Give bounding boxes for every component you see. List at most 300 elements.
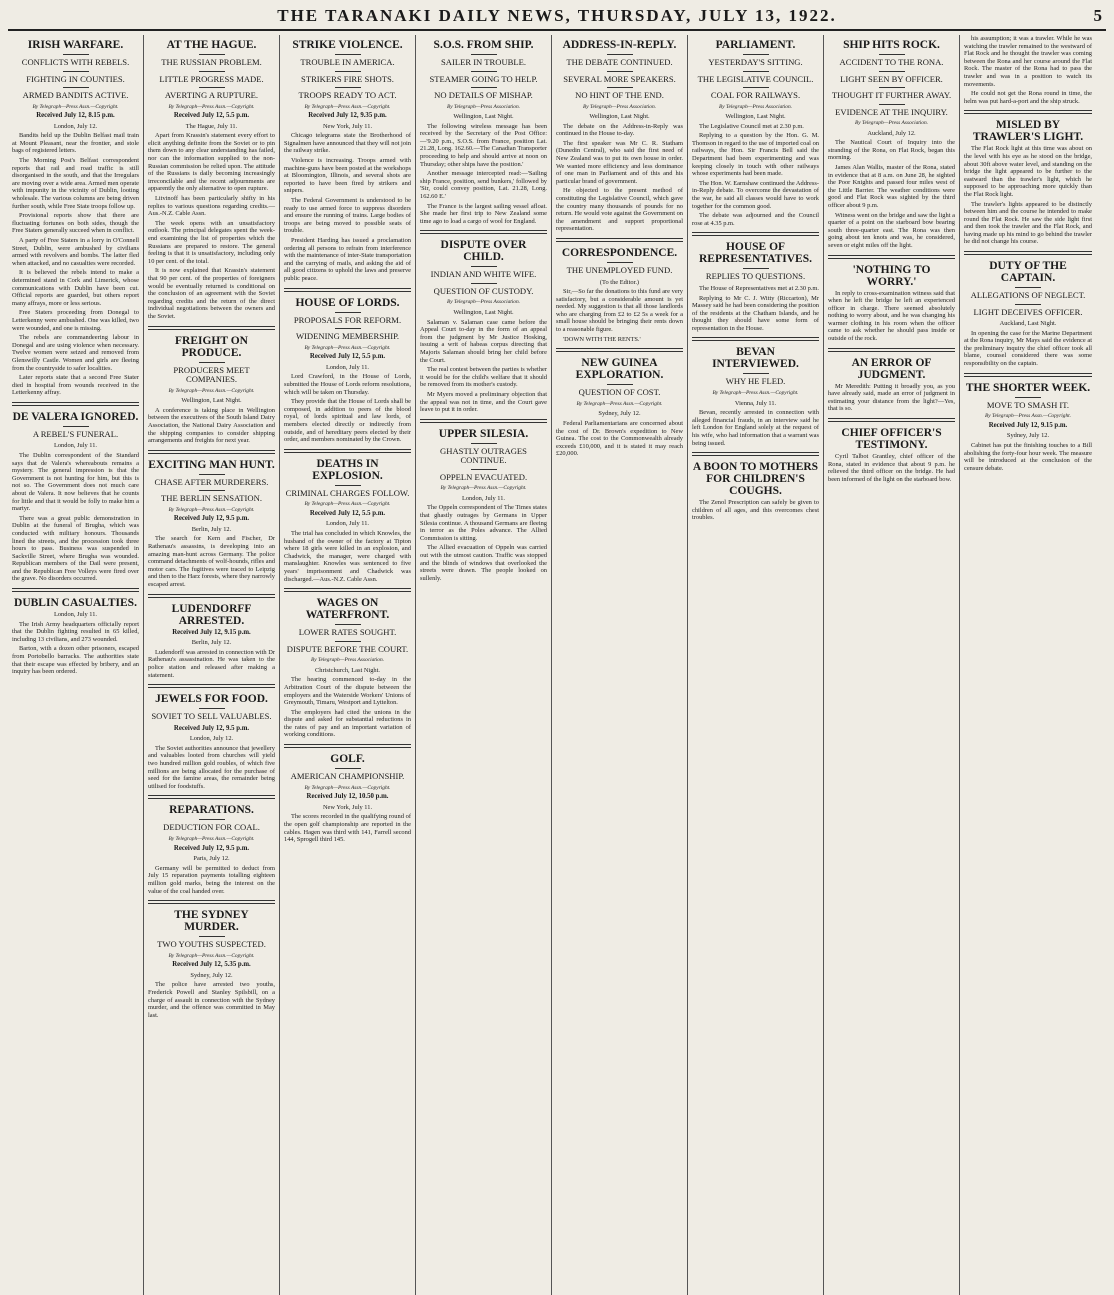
byline: By Telegraph—Press Association. (310, 657, 385, 664)
article-subheadline: TROOPS READY TO ACT. (298, 90, 397, 100)
article (284, 39, 411, 283)
received-line: Received July 12, 5.5 p.m. (309, 509, 386, 517)
headline-rule (471, 87, 497, 88)
paragraph: The Allied evacuation of Oppeln was carried out with the utmost caution. Traffic was stopped and the blinds of windows that overlooked the streets were drawn. The people looked on sullenly. (420, 544, 547, 582)
article-body (148, 132, 275, 320)
received-line: Received July 12, 9.15 p.m. (988, 421, 1068, 429)
paragraph: The Legislative Council met at 2.30 p.m. (699, 122, 804, 130)
page-number: 5 (1093, 6, 1102, 25)
article-divider (692, 232, 819, 236)
article-headline: DISPUTE OVER CHILD. (440, 239, 527, 264)
article (828, 255, 955, 343)
paragraph: Mr Meredith: Putting it broadly you, as you have already said, made an error of judgment in estimating your distance from the light?—Yes, that is so. (828, 382, 955, 413)
article-subheadline: COAL FOR RAILWAYS. (710, 90, 801, 100)
article (12, 39, 139, 397)
article (420, 39, 547, 225)
article-subheadline: YESTERDAY'S SITTING. (708, 57, 803, 67)
article-divider (420, 419, 547, 423)
article-subheadline: STEAMER GOING TO HELP. (429, 73, 538, 84)
headline-rule (63, 71, 89, 72)
paragraph: 'DOWN WITH THE RENTS.' (563, 335, 641, 343)
article-headline: DE VALERA IGNORED. (12, 410, 139, 423)
article-subheadline: LIGHT SEEN BY OFFICER. (840, 73, 943, 84)
paragraph: Germany will be permitted to deduct from July 15 reparation payments totalling eighteen million gold marks, being the interest on the value of the coal handed over. (148, 864, 275, 895)
byline: By Telegraph—Press Assn.—Copyright. (32, 103, 119, 110)
masthead-title: THE TARANAKI DAILY NEWS, THURSDAY, JULY 13, 1922. (277, 6, 837, 25)
paragraph: The Irish Army headquarters officially report that the Dublin fighting resulted in 65 killed, including 13 civilians, and 273 wounded. (12, 620, 139, 643)
article-divider (148, 326, 275, 330)
paragraph: The rebels are commandeering labour in Donegal and are using violence when necessary. Twelve women were seized and removed from Glenswilly Castle. Women and girls are fleeing from the countryside to safer localities. (12, 334, 139, 372)
dateline: New York, July 11. (322, 803, 373, 811)
paragraph: Witness went on the bridge and saw the light a quarter of a point on the starboard bow bearing south three-quarter east. The Rona was then going about ten knots and was, he considered, seven or eight miles off the light. (828, 211, 955, 249)
headline-rule (879, 54, 905, 55)
headline-rule (471, 71, 497, 72)
headline-rule (335, 328, 361, 329)
headline-rule (1015, 304, 1041, 305)
headline-rule (335, 624, 361, 625)
received-line: Received July 12, 9.5 p.m. (173, 515, 250, 523)
article-headline: LUDENDORFF ARRESTED. (171, 602, 252, 627)
article-divider (148, 795, 275, 799)
article (148, 39, 275, 321)
article-subheadline: CRIMINAL CHARGES FOLLOW. (285, 487, 410, 498)
dateline: The Hague, July 11. (185, 122, 238, 130)
article-headline: S.O.S. FROM SHIP. (433, 39, 534, 51)
dateline: London, July 12. (53, 122, 98, 130)
article (148, 594, 275, 680)
headline-rule (743, 373, 769, 374)
byline: By Telegraph—Press Assn.—Copyright. (168, 387, 255, 394)
article-headline: DEATHS IN EXPLOSION. (312, 457, 383, 482)
headline-rule (607, 87, 633, 88)
article-body (964, 442, 1092, 472)
article-headline: AT THE HAGUE. (166, 39, 257, 51)
article (12, 588, 139, 676)
article-divider (692, 452, 819, 456)
article-subheadline: NO DETAILS OF MISHAP. (434, 90, 533, 100)
headline-rule (471, 266, 497, 267)
byline: By Telegraph—Press Association. (446, 103, 521, 110)
paragraph: The Nautical Court of Inquiry into the stranding of the Rona, on Flat Rock, began this morning. (828, 139, 955, 162)
dateline: Wellington, Last Night. (453, 309, 514, 316)
article-body (692, 285, 819, 333)
article (420, 230, 547, 413)
paragraph: Violence is increasing. Troops armed with machine-guns have been posted at the workshops at Bloomington, Illinois, and several shots are reported to have been fired by strikers and snipers. (284, 157, 411, 195)
headline-rule (607, 384, 633, 385)
headline-rule (335, 71, 361, 72)
article (964, 373, 1092, 473)
paragraph: He could not get the Rona round in time, the helm was put hard-a-port and the ship struck. (964, 90, 1092, 105)
article-headline: HOUSE OF LORDS. (295, 296, 400, 309)
paragraph: Replying to Mr C. J. Witty (Riccarton), Mr Massey said he had been considering the position of the residents at the Chatham Islands, and he thought they should have some form of representation in the House. (692, 294, 819, 332)
article-subheadline: REPLIES TO QUESTIONS. (705, 271, 806, 282)
headline-rule (63, 54, 89, 55)
article-divider (964, 373, 1092, 377)
article-headline: 'NOTHING TO WORRY.' (852, 263, 931, 288)
dateline: Wellington, Last Night. (725, 113, 786, 121)
dateline: Sydney, July 12. (598, 410, 641, 418)
article (964, 251, 1092, 368)
masthead (8, 6, 1106, 31)
column-6 (688, 35, 824, 1295)
dateline: London, July 12. (189, 735, 234, 743)
headline-rule (199, 71, 225, 72)
article-divider (284, 588, 411, 592)
article (284, 744, 411, 844)
article-body (284, 813, 411, 843)
article-subheadline: THE DEBATE CONTINUED. (566, 57, 673, 67)
article-subheadline: EVIDENCE AT THE INQUIRY. (835, 106, 948, 117)
article-body (556, 420, 683, 458)
article-divider (284, 288, 411, 292)
article-subheadline: SAILER IN TROUBLE. (440, 57, 527, 67)
dateline: Wellington, Last Night. (589, 113, 650, 121)
article-body (148, 865, 275, 895)
received-line: Received July 12, 9.5 p.m. (173, 724, 250, 732)
headline-rule (1015, 287, 1041, 288)
dateline: Sydney, July 12. (1006, 432, 1050, 440)
article-body (12, 452, 139, 583)
headline-rule (335, 312, 361, 313)
article-divider (148, 450, 275, 454)
paragraph: A party of Free Staters in a lorry in O'Connell Street, Dublin, were ambushed by civilians armed with revolvers and bombs. The latter fled when attacked, and no casualties were recorded. (12, 237, 139, 267)
headline-rule (607, 262, 633, 263)
byline: By Telegraph—Press Assn.—Copyright. (984, 413, 1072, 420)
article-subheadline: LIGHT DECEIVES OFFICER. (973, 306, 1083, 317)
received-line: Received July 12, 9.35 p.m. (308, 112, 387, 120)
article (556, 348, 683, 458)
headline-rule (1015, 397, 1041, 398)
article-headline: DUTY OF THE CAPTAIN. (989, 260, 1067, 285)
article-divider (556, 348, 683, 352)
article-divider (964, 251, 1092, 255)
paragraph: In reply to cross-examination witness said that when he left the bridge he left an experienced officer in charge. There seemed absolutely nothing to worry about, and he was changing his warmer clothing in his room when the officer came to ask whether he should pass inside or outside of the rock. (828, 289, 955, 343)
article-body (148, 981, 275, 1019)
article-subheadline: PROPOSALS FOR REFORM. (293, 314, 402, 325)
dateline: Auckland, July 12. (867, 129, 916, 137)
headline-rule (743, 54, 769, 55)
dateline: London, July 11. (53, 442, 98, 450)
headline-rule (63, 87, 89, 88)
article-headline: A BOON TO MOTHERS FOR CHILDREN'S COUGHS. (692, 461, 819, 498)
byline: By Telegraph—Press Assn.—Copyright. (168, 952, 255, 959)
article-headline: BEVAN INTERVIEWED. (712, 346, 799, 371)
article-subheadline: DEDUCTION FOR COAL. (163, 822, 260, 833)
paragraph: Free Staters proceeding from Donegal to Letterkenny were ambushed. One was killed, two were wounded, and one is missing. (12, 309, 139, 332)
article-divider (828, 348, 955, 352)
article-body (692, 409, 819, 447)
headline-rule (335, 768, 361, 769)
received-line: Received July 12, 5.35 p.m. (172, 961, 251, 969)
article-subheadline: ARMED BANDITS ACTIVE. (22, 90, 129, 100)
column-3 (280, 35, 416, 1295)
paragraph: A conference is taking place in Wellington between the executives of the South Island Dairy Association, the National Dairy Association and the shipping companies to consider shipping arrangements and freights for next year. (148, 406, 275, 445)
byline: By Telegraph—Press Assn.—Copyright. (304, 103, 391, 110)
paragraph: Later reports state that a second Free Stater died in hospital from wounds received in the Letterkenny affray. (12, 374, 139, 397)
article-headline: IRISH WARFARE. (27, 39, 124, 51)
article-headline: EXCITING MAN HUNT. (148, 458, 275, 471)
byline: By Telegraph—Press Association. (582, 103, 657, 110)
article-subheadline: TWO YOUTHS SUSPECTED. (157, 939, 266, 950)
article-subheadline: THE LEGISLATIVE COUNCIL. (697, 73, 814, 84)
headline-rule (199, 936, 225, 937)
article (692, 337, 819, 447)
column-8 (960, 35, 1096, 1295)
paragraph: The Zenol Prescription can safely be given to children of all ages, and this overcomes chest troubles. (692, 499, 819, 522)
paragraph: The House of Representatives met at 2.30 p.m. (699, 284, 819, 292)
headline-rule (743, 87, 769, 88)
dateline: Sydney, July 12. (190, 971, 233, 979)
article-subheadline: CONFLICTS WITH REBELS. (21, 57, 130, 67)
headline-rule (607, 54, 633, 55)
article-divider (12, 588, 139, 592)
article-subheadline: ACCIDENT TO THE RONA. (839, 57, 944, 67)
paragraph: It is believed the rebels intend to make a determined stand in Cork and Limerick, whose communications with Dublin have been cut. Official reports are guarded, but others report many affrays, more or less serious. (12, 269, 139, 307)
article-divider (420, 230, 547, 234)
article-subheadline: GHASTLY OUTRAGES CONTINUE. (440, 445, 527, 466)
headline-rule (335, 87, 361, 88)
byline: By Telegraph—Press Assn.—Copyright. (576, 400, 663, 407)
headline-rule (471, 469, 497, 470)
headline-rule (199, 490, 225, 491)
dateline: London, July 11. (325, 520, 370, 528)
article-divider (284, 744, 411, 748)
paragraph: Litvinoff has been particularly shifty in his replies to various questions regarding credits.—Aus.-N.Z. Cable Assn. (148, 195, 275, 218)
article-subheadline: AVERTING A RUPTURE. (164, 90, 259, 100)
paragraph: Lord Crawford, in the House of Lords, submitted the House of Lords reform resolutions, which will be taken on Thursday. (284, 373, 411, 396)
article-headline: MISLED BY TRAWLER'S LIGHT. (972, 119, 1084, 144)
article-body (828, 290, 955, 343)
headline-rule (879, 104, 905, 105)
article-body (556, 123, 683, 233)
paragraph: Federal Parliamentarians are concerned about the cost of Dr. Brown's expedition to New Guinea. The cost to the Commonwealth already exceeds £10,000, and it is stated it may reach £20,000. (556, 419, 683, 458)
paragraph: President Harding has issued a proclamation ordering all persons to refrain from interference with the maintenance of inter-State transportation and the carrying of mails, and asking the aid of all good citizens to uphold the laws and preserve public peace. (284, 237, 411, 282)
paragraph: The Soviet authorities announce that jewellery and valuables looted from churches will yield two hundred million gold roubles, of which five millions are being allocated for the purchase of seed for the famine areas, the remainder being utilised for foodstuffs. (148, 744, 275, 790)
paragraph: The real contest between the parties is whether it would be for the child's welfare that it should be removed from its mother's custody. (420, 366, 547, 389)
article (284, 288, 411, 444)
article-body (420, 123, 547, 226)
dateline: Wellington, Last Night. (453, 113, 514, 121)
byline: By Telegraph—Press Assn.—Copyright. (304, 344, 391, 351)
headline-rule (471, 443, 497, 444)
paragraph: The Oppeln correspondent of The Times states that ghastly outrages by Germans in Upper Silesia continue. A thousand Germans are fleeing in terror as the Poles advance. The Allied Commission is sitting. (420, 504, 547, 542)
article (556, 39, 683, 233)
article-headline: STRIKE VIOLENCE. (292, 39, 403, 51)
article-body (148, 649, 275, 679)
paragraph: The search for Kern and Fischer, Dr Rathenau's assassins, is developing into an amazing man-hunt across Germany. The police command detachments of wolf-hounds, rifles and motor cars. The fugitives were traced to Leipzig and then to the Harz forests, where they narrowly escaped arrest. (148, 535, 275, 589)
article-subheadline: AMERICAN CHAMPIONSHIP. (290, 771, 405, 782)
paragraph: Cyril Talbot Grantley, chief officer of the Rona, stated in evidence that about 9 p.m. he relieved the third officer on the bridge. He had been informed of the light on the starboard bow. (828, 453, 955, 483)
byline: By Telegraph—Press Assn.—Copyright. (168, 103, 255, 110)
paragraph: The Morning Post's Belfast correspondent reports that rail and road traffic is still disorganised in the south, and that the Irregulars are moving over a wide area. Armed men operate with impunity in the vicinity of Dublin, looting wholesale. The various columns are being driven further south, while Free State troops follow up. (12, 157, 139, 210)
paragraph: Bandits held up the Dublin Belfast mail train at Mount Pleasant, near the frontier, and stole bags of registered letters. (12, 132, 139, 155)
article-subheadline: CHASE AFTER MURDERERS. (154, 476, 269, 487)
article-headline: GOLF. (330, 753, 365, 766)
article-body (828, 453, 955, 483)
headline-rule (335, 641, 361, 642)
headline-rule (879, 71, 905, 72)
article-divider (828, 418, 955, 422)
byline: By Telegraph—Press Association. (854, 120, 929, 126)
dateline: Wellington, Last Night. (181, 397, 242, 405)
headline-rule (335, 485, 361, 486)
article-body (284, 530, 411, 583)
paragraph: The Federal Government is understood to be ready to use armed force to suppress disorders and ensure the running of trains. Large bodies of troops are being moved to possible seats of trouble. (284, 197, 411, 235)
paragraph: Chicago telegrams state the Brotherhood of Signalmen have announced that they will not join the railway strike. (284, 132, 411, 155)
article (692, 39, 819, 227)
headline-rule (63, 426, 89, 427)
byline: By Telegraph—Press Association. (446, 299, 521, 306)
paragraph: The debate was adjourned and the Council rose at 4.35 p.m. (692, 212, 819, 227)
paragraph: The first speaker was Mr C. R. Statham (Dunedin Central), who said the first need of New Zealand was to put its own house in order. We wanted more efficiency and less dominance of one man in Parliament and of this and his particular brand of government. (556, 139, 683, 185)
article-headline: UPPER SILESIA. (438, 427, 529, 440)
paragraph: Replying to a question by the Hon. G. M. Thomson in regard to the use of imported coal on railways, the Hon. Sir Francis Bell said the Department had been experimenting and was keeping closely in touch with other railways whose experiments had been made. (692, 132, 819, 178)
article (828, 348, 955, 413)
paragraph: The France is the largest sailing vessel afloat. She made her first trip to New Zealand some time ago to load a cargo of wool for England. (420, 202, 547, 225)
column-1 (8, 35, 144, 1295)
paragraph: Salaman v. Salaman case came before the Appeal Court to-day in the form of an appeal from the judgment by Mr Justice Hosking, issuing a writ of habeas corpus directing that Majoris Salaman should bring her child before the Court. (420, 318, 547, 364)
columns-container (8, 35, 1106, 1295)
article-body (148, 535, 275, 588)
article-body (148, 745, 275, 791)
article-headline: JEWELS FOR FOOD. (155, 693, 268, 706)
dateline: Berlin, July 12. (191, 639, 232, 647)
article-subheadline: MOVE TO SMASH IT. (986, 399, 1070, 410)
article-subheadline: LITTLE PROGRESS MADE. (159, 73, 264, 84)
article-subheadline: SOVIET TO SELL VALUABLES. (151, 711, 272, 722)
article (556, 238, 683, 343)
headline-rule (335, 54, 361, 55)
article-subheadline: FIGHTING IN COUNTIES. (26, 73, 125, 84)
paragraph: The Flat Rock light at this time was about on the level with his eye as he stood on the bridge, about 30ft above water level, and standing on the bridge the light appeared to be further to the eastward than the trawler's light, which he supposed to be approaching more quickly than the Flat Rock light. (964, 145, 1092, 198)
byline: By Telegraph—Press Assn.—Copyright. (304, 784, 391, 791)
dateline: Paris, July 12. (193, 855, 230, 863)
paragraph: James Alan Wallis, master of the Rona, stated in evidence that at 8 a.m. on June 28, he sighted the Poor Knights and passed four miles west of the Little Barrier. The weather conditions were good and Flat Rock was sighted by the third officer about 9 p.m. (828, 163, 955, 209)
paragraph: Ludendorff was arrested in connection with Dr Rathenau's assassination. He was taken to the police station and released after making a statement. (148, 648, 275, 679)
paragraph: He objected to the present method of constituting the Legislative Council, which gave the country many thousands of pounds for no return. He would vote against the Government on the amendment and support proportional representation. (556, 187, 683, 233)
dateline: Christchurch, Last Night. (315, 666, 380, 674)
received-line: Received July 12, 10.50 p.m. (306, 793, 389, 801)
paragraph: Barton, with a dozen other prisoners, escaped from Portobello barracks. The authorities state that their escape was effected by bribery, and an inquiry has been ordered. (12, 645, 139, 676)
column-5 (552, 35, 688, 1295)
article-body (828, 139, 955, 249)
article-body (284, 132, 411, 282)
paragraph: Bevan, recently arrested in connection with alleged financial frauds, in an interview said he left London for England solely at the request of his wife, who had information that a warrant was being issued. (692, 409, 819, 447)
article (692, 232, 819, 332)
article (148, 326, 275, 445)
article-body (284, 373, 411, 443)
byline: By Telegraph—Press Assn.—Copyright. (712, 389, 799, 396)
article-headline: HOUSE OF REPRESENTATIVES. (698, 241, 812, 266)
article-divider (692, 337, 819, 341)
dateline: Auckland, Last Night. (999, 320, 1057, 328)
headline-rule (199, 87, 225, 88)
article-headline: CHIEF OFFICER'S TESTIMONY. (841, 427, 942, 452)
article (148, 795, 275, 895)
paragraph: It is now explained that Krassin's statement that 90 per cent. of the properties of foreigners would be eventually returned is conditional on the conclusion of an agreement with the Soviet regarding credits and the return of the direct individual negotiations between the owners and the Soviet. (148, 267, 275, 320)
article-headline: ADDRESS-IN-REPLY. (562, 39, 677, 51)
headline-rule (199, 819, 225, 820)
article (12, 402, 139, 583)
article-headline: NEW GUINEA EXPLORATION. (575, 357, 664, 382)
dateline: London, July 11. (461, 494, 506, 502)
article-divider (284, 449, 411, 453)
article-body (692, 499, 819, 522)
byline: By Telegraph—Press Assn.—Copyright. (168, 506, 255, 513)
article-subheadline: A REBEL'S FUNERAL. (32, 428, 119, 439)
paragraph: The trial has concluded in which Knowles, the husband of the owner of the factory at Tipton where 18 girls were killed in an explosion, and Chadwick, the manager, were charged with manslaughter. Knowles was sentenced to five years' imprisonment and Chadwick was discharged.—Aus.-N.Z. Cable Assn. (284, 529, 411, 583)
article-subheadline: QUESTION OF COST. (578, 387, 661, 398)
article (828, 39, 955, 250)
received-line: Received July 12, 8.15 p.m. (36, 112, 115, 120)
article-subheadline: PRODUCERS MEET COMPANIES. (173, 364, 250, 385)
paragraph: The police have arrested two youths, Frederick Powell and Stanley Spilsbill, on a charge of assault in connection with the Sydney murder, and the offence was committed in May last. (148, 981, 275, 1019)
article-divider (148, 684, 275, 688)
paragraph: They provide that the House of Lords shall be composed, in addition to peers of the blood royal, of lords spiritual and law lords, of members elected directly or indirectly from outside, and of hereditary peers elected by their order, and members nominated by the Crown. (284, 398, 411, 444)
article-headline: THE SHORTER WEEK. (965, 381, 1091, 394)
dateline: London, July 11. (53, 611, 98, 619)
article-subheadline: INDIAN AND WHITE WIFE. (430, 269, 537, 280)
column-2 (144, 35, 280, 1295)
headline-rule (471, 54, 497, 55)
paragraph: In opening the case for the Marine Department at the Rona inquiry, Mr Mays said the evidence at the preliminary inquiry the chief officer took all blame, counsel considered there was some responsibility on the captain. (964, 329, 1092, 368)
paragraph: The employers had cited the unions in the dispute and asked for substantial reductions in the rates of pay and an important variation of working conditions. (284, 708, 411, 739)
paragraph: Mr Myers moved a preliminary objection that the appeal was not in time, and the Court gave leave to put it in order. (420, 390, 547, 414)
article-headline: DUBLIN CASUALTIES. (14, 597, 137, 610)
article-body (12, 621, 139, 676)
article (828, 418, 955, 483)
headline-rule (471, 283, 497, 284)
paragraph: The scores recorded in the qualifying round of the open golf championship are reported in the cables. Hagen was third with 141, Farrell second 144, Sprogell third 145. (284, 813, 411, 844)
article-body (420, 504, 547, 582)
headline-rule (199, 708, 225, 709)
dateline: London, July 11. (325, 363, 370, 371)
article-divider (556, 238, 683, 242)
byline: By Telegraph—Press Association. (718, 103, 793, 110)
article-divider (12, 402, 139, 406)
received-line: Received July 12, 5.5 p.m. (309, 353, 386, 361)
article-body (148, 407, 275, 445)
paragraph: The Dublin correspondent of the Standard says that de Valera's whereabouts remains a mystery. The general impression is that the Government is not hunting for him, but this is not so. The Government does not much care about de Valera. It now believes that he counts for little and that it would be folly to make him a martyr. (12, 451, 139, 513)
byline: By Telegraph—Press Assn.—Copyright. (440, 485, 527, 492)
article-subheadline: STRIKERS FIRE SHOTS. (301, 73, 394, 84)
article (964, 110, 1092, 246)
column-4 (416, 35, 552, 1295)
article-headline: FREIGHT ON PRODUCE. (175, 334, 248, 359)
article-headline: CORRESPONDENCE. (561, 247, 678, 259)
paragraph: The debate on the Address-in-Reply was continued in the House to-day. (556, 122, 683, 138)
headline-rule (607, 71, 633, 72)
headline-rule (743, 268, 769, 269)
article-subheadline: THE RUSSIAN PROBLEM. (161, 57, 262, 67)
article-subheadline: LOWER RATES SOUGHT. (298, 627, 397, 638)
dateline: (To the Editor.) (599, 278, 640, 286)
article-subheadline: SEVERAL MORE SPEAKERS. (563, 73, 676, 84)
paragraph: Cabinet has put the finishing touches to a Bill abolishing the forty-four hour week. The measure will be introduced at the conclusion of the censure debate. (964, 441, 1092, 472)
paragraph: The following wireless message has been received by the Secretary of the Post Office:—'9.20 p.m., S.O.S. from France, position Lat. 21.28, Long. 162.60.—The Canadian Transporter proceeding to help and should arrive at noon on Thursday; other ships have the position.' (420, 122, 547, 168)
article-body (692, 123, 819, 228)
article-headline: PARLIAMENT. (715, 39, 796, 51)
paragraph: Sir,—So far the donations to this fund are very satisfactory, but a considerable amount is yet needed. My suggestion is that all those landlords who are charging from £2 to £2 5s a week for a small house should be bringing their rents down to a reasonable figure. (556, 288, 683, 334)
article-body (420, 319, 547, 414)
article-body (556, 288, 683, 343)
article-headline: WAGES ON WATERFRONT. (305, 597, 390, 622)
article-body (828, 383, 955, 413)
article-headline: SHIP HITS ROCK. (843, 39, 940, 51)
byline: By Telegraph—Press Assn.—Copyright. (304, 501, 391, 508)
paragraph: There was a great public demonstration in Dublin at the funeral of Brugha, which was conducted with military honours. Thousands lined the streets, and the procession took three hours to pass. Business was suspended in Sackville Street, where Brugha was wounded. Republican members of the Dail were present, and the Republican Free Volleys were fired over the grave. No disorders occurred. (12, 514, 139, 583)
article (284, 588, 411, 739)
